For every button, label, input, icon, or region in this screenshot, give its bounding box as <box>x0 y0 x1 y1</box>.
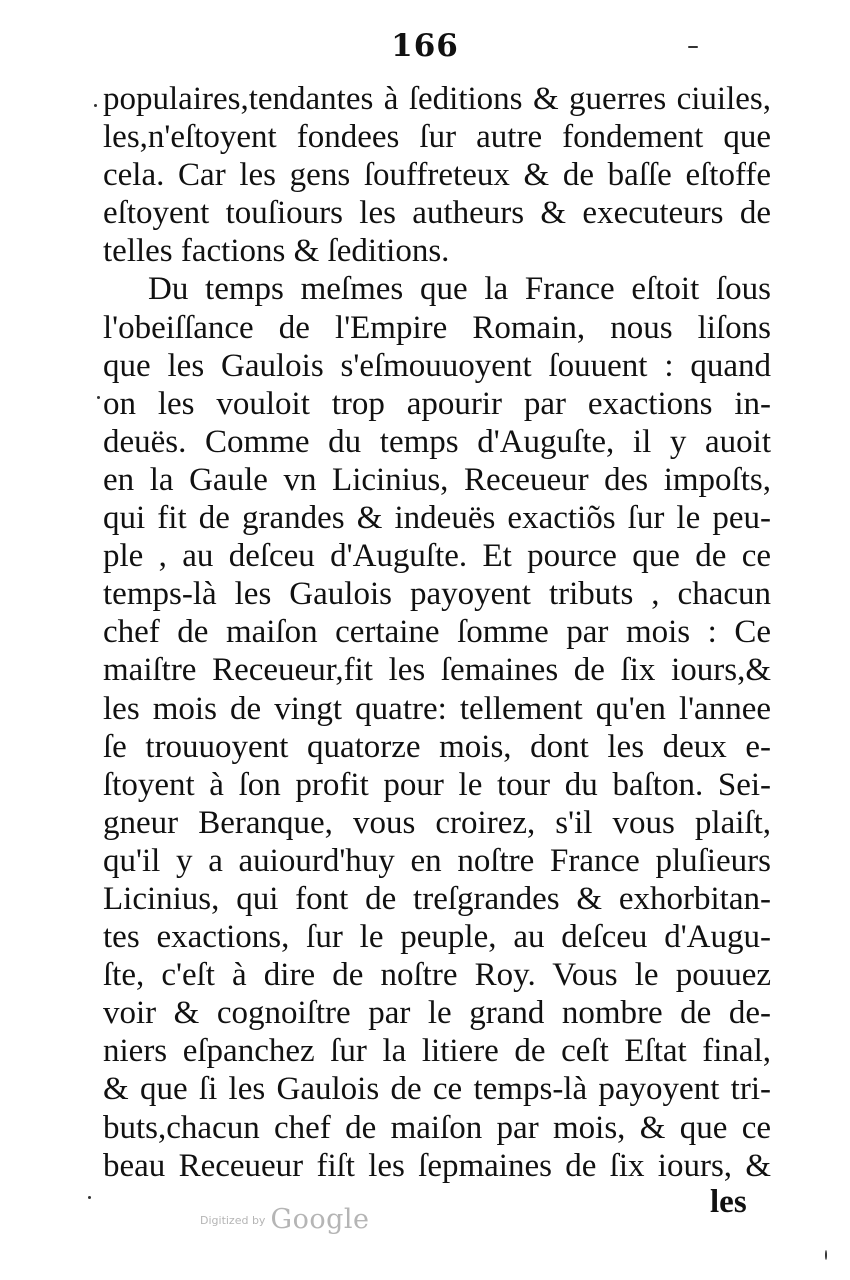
text-line: en la Gaule vn Licinius, Receueur des impoſts, <box>103 461 771 498</box>
text-line: qui fit de grandes & indeuës exactiõs ſur le peu- <box>103 500 771 537</box>
text-line: ſtoyent à ſon profit pour le tour du baſton. Sei- <box>103 766 771 803</box>
body-text <box>103 80 771 1185</box>
ink-speck <box>97 396 100 399</box>
text-line: beau Receueur fiſt les ſepmaines de ſix iours, & <box>103 1147 771 1184</box>
watermark-brand: Google <box>270 1204 370 1235</box>
text-line: buts,chacun chef de maiſon par mois, & que ce <box>103 1109 771 1146</box>
watermark-prefix: Digitized by <box>200 1214 266 1227</box>
text-line: cela. Car les gens ſouffreteux & de baſſe eſtoffe <box>103 157 771 194</box>
text-line: les mois de vingt quatre: tellement qu'en l'annee <box>103 690 771 727</box>
ink-speck <box>825 1250 827 1260</box>
text-line: maiſtre Receueur,fit les ſemaines de ſix iours,& <box>103 652 771 689</box>
text-line: telles factions & ſeditions. <box>103 233 450 270</box>
text-line: ple , au deſceu d'Auguſte. Et pource que de ce <box>103 538 771 575</box>
text-line: temps-là les Gaulois payoyent tributs , chacun <box>103 576 771 613</box>
text-line: gneur Beranque, vous croirez, s'il vous plaiſt, <box>103 804 771 841</box>
text-line: ſe trouuoyent quatorze mois, dont les deux e- <box>103 728 771 765</box>
google-watermark <box>200 1204 370 1235</box>
text-line: on les vouloit trop apourir par exactions in- <box>103 385 771 422</box>
text-line: l'obeiſſance de l'Empire Romain, nous liſons <box>103 309 771 346</box>
text-line: voir & cognoiſtre par le grand nombre de de- <box>103 995 771 1032</box>
text-line: tes exactions, ſur le peuple, au deſceu d'Augu- <box>103 919 771 956</box>
text-line: & que ſi les Gaulois de ce temps-là payoyent tri- <box>103 1071 771 1108</box>
text-line: Du temps meſmes que la France eſtoit ſous <box>148 271 771 308</box>
ink-speck <box>94 104 97 107</box>
text-line: deuës. Comme du temps d'Auguſte, il y auoit <box>103 423 771 460</box>
text-line: les,n'eſtoyent fondees ſur autre fondement que <box>103 119 771 156</box>
text-line: ſte, c'eſt à dire de noſtre Roy. Vous le pouuez <box>103 957 771 994</box>
text-line: que les Gaulois s'eſmouuoyent ſouuent : quand <box>103 347 771 384</box>
text-line: Licinius, qui font de treſgrandes & exhorbitan- <box>103 880 771 917</box>
text-line: chef de maiſon certaine ſomme par mois : Ce <box>103 614 771 651</box>
catchword: les <box>710 1184 747 1220</box>
text-line: niers eſpanchez ſur la litiere de ceſt Eſtat final, <box>103 1033 771 1070</box>
ink-speck <box>688 46 698 48</box>
text-line: populaires,tendantes à ſeditions & guerres ciuiles, <box>103 81 771 117</box>
text-line: eſtoyent touſiours les autheurs & executeurs de <box>103 195 771 232</box>
text-line: qu'il y a auiourd'huy en noſtre France pluſieurs <box>103 842 771 879</box>
page-number: 166 <box>391 28 459 64</box>
ink-speck <box>88 1196 91 1199</box>
